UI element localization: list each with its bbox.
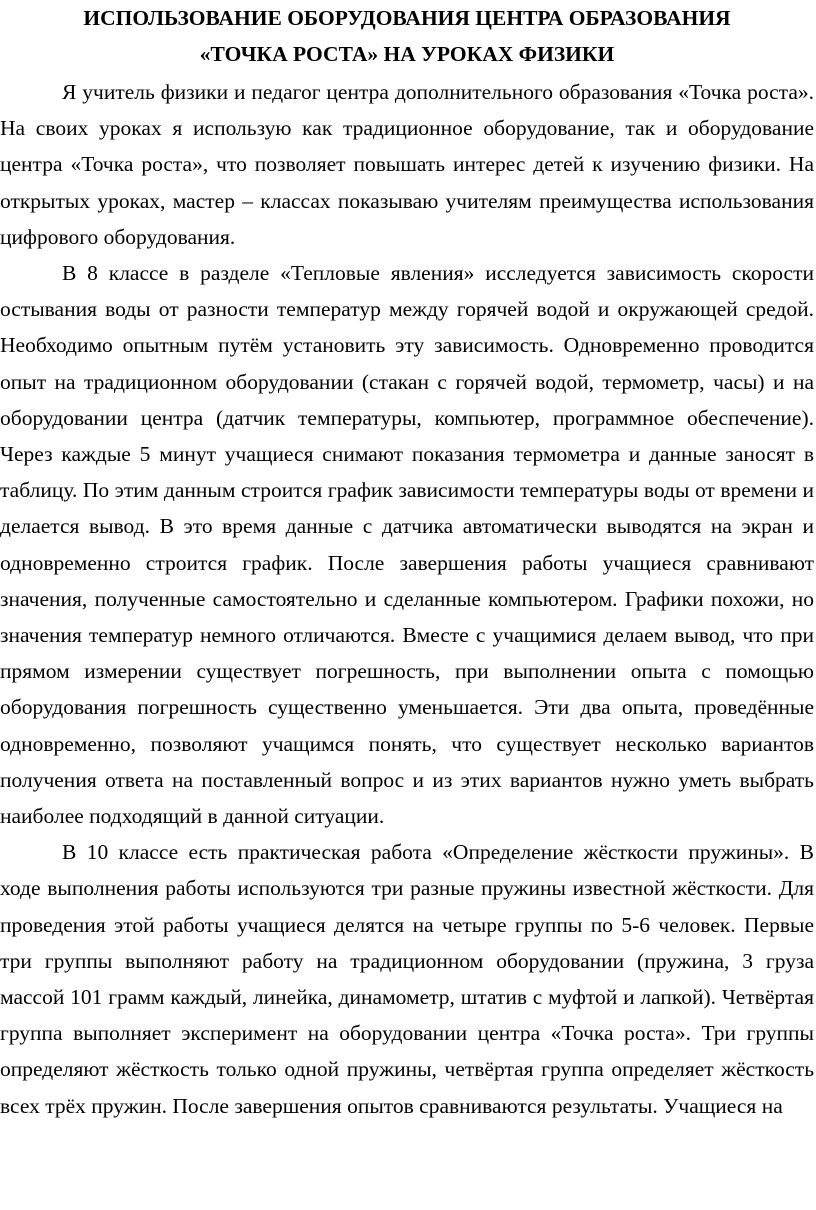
- document-title: [0, 0, 814, 72]
- paragraph-grade-10: В 10 классе есть практическая работа «Определение жёсткости пружины». В ходе выполнения работы используются три разные пружины известной жёсткости. Для проведения этой работы учащиеся делятся на четыре группы по 5-6 человек. Первые три группы выполняют работу на традиционном оборудовании (пружина, 3 груза массой 101 грамм каждый, линейка, динамометр, штатив с муфтой и лапкой). Четвёртая группа выполняет эксперимент на оборудовании центра «Точка роста». Три группы определяют жёсткость только одной пружины, четвёртая группа определяет жёсткость всех трёх пружин. После завершения опытов сравниваются результаты. Учащиеся на: [0, 840, 814, 1118]
- title-line-1: ИСПОЛЬЗОВАНИЕ ОБОРУДОВАНИЯ ЦЕНТРА ОБРАЗОВАНИЯ: [83, 6, 731, 30]
- title-line-2: «ТОЧКА РОСТА» НА УРОКАХ ФИЗИКИ: [199, 42, 615, 66]
- paragraph-grade-8: В 8 классе в разделе «Тепловые явления» исследуется зависимость скорости остывания воды от разности температур между горячей водой и окружающей средой. Необходимо опытным путём установить эту зависимость. Одновременно проводится опыт на традиционном оборудовании (стакан с горячей водой, термометр, часы) и на оборудовании центра (датчик температуры, компьютер, программное обеспечение). Через каждые 5 минут учащиеся снимают показания термометра и данные заносят в таблицу. По этим данным строится график зависимости температуры воды от времени и делается вывод. В это время данные с датчика автоматически выводятся на экран и одновременно строится график. После завершения работы учащиеся сравнивают значения, полученные самостоятельно и сделанные компьютером. Графики похожи, но значения температур немного отличаются. Вместе с учащимися делаем вывод, что при прямом измерении существует погрешность, при выполнении опыта с помощью оборудования погрешность существенно уменьшается. Эти два опыта, проведённые одновременно, позволяют учащимся понять, что существует несколько вариантов получения ответа на поставленный вопрос и из этих вариантов нужно уметь выбрать наиболее подходящий в данной ситуации.: [0, 261, 814, 829]
- paragraph-intro: Я учитель физики и педагог центра дополнительного образования «Точка роста». На своих уроках я использую как традиционное оборудование, так и оборудование центра «Точка роста», что позволяет повышать интерес детей к изучению физики. На открытых уроках, мастер – классах показываю учителям преимущества использования цифрового оборудования.: [0, 80, 814, 249]
